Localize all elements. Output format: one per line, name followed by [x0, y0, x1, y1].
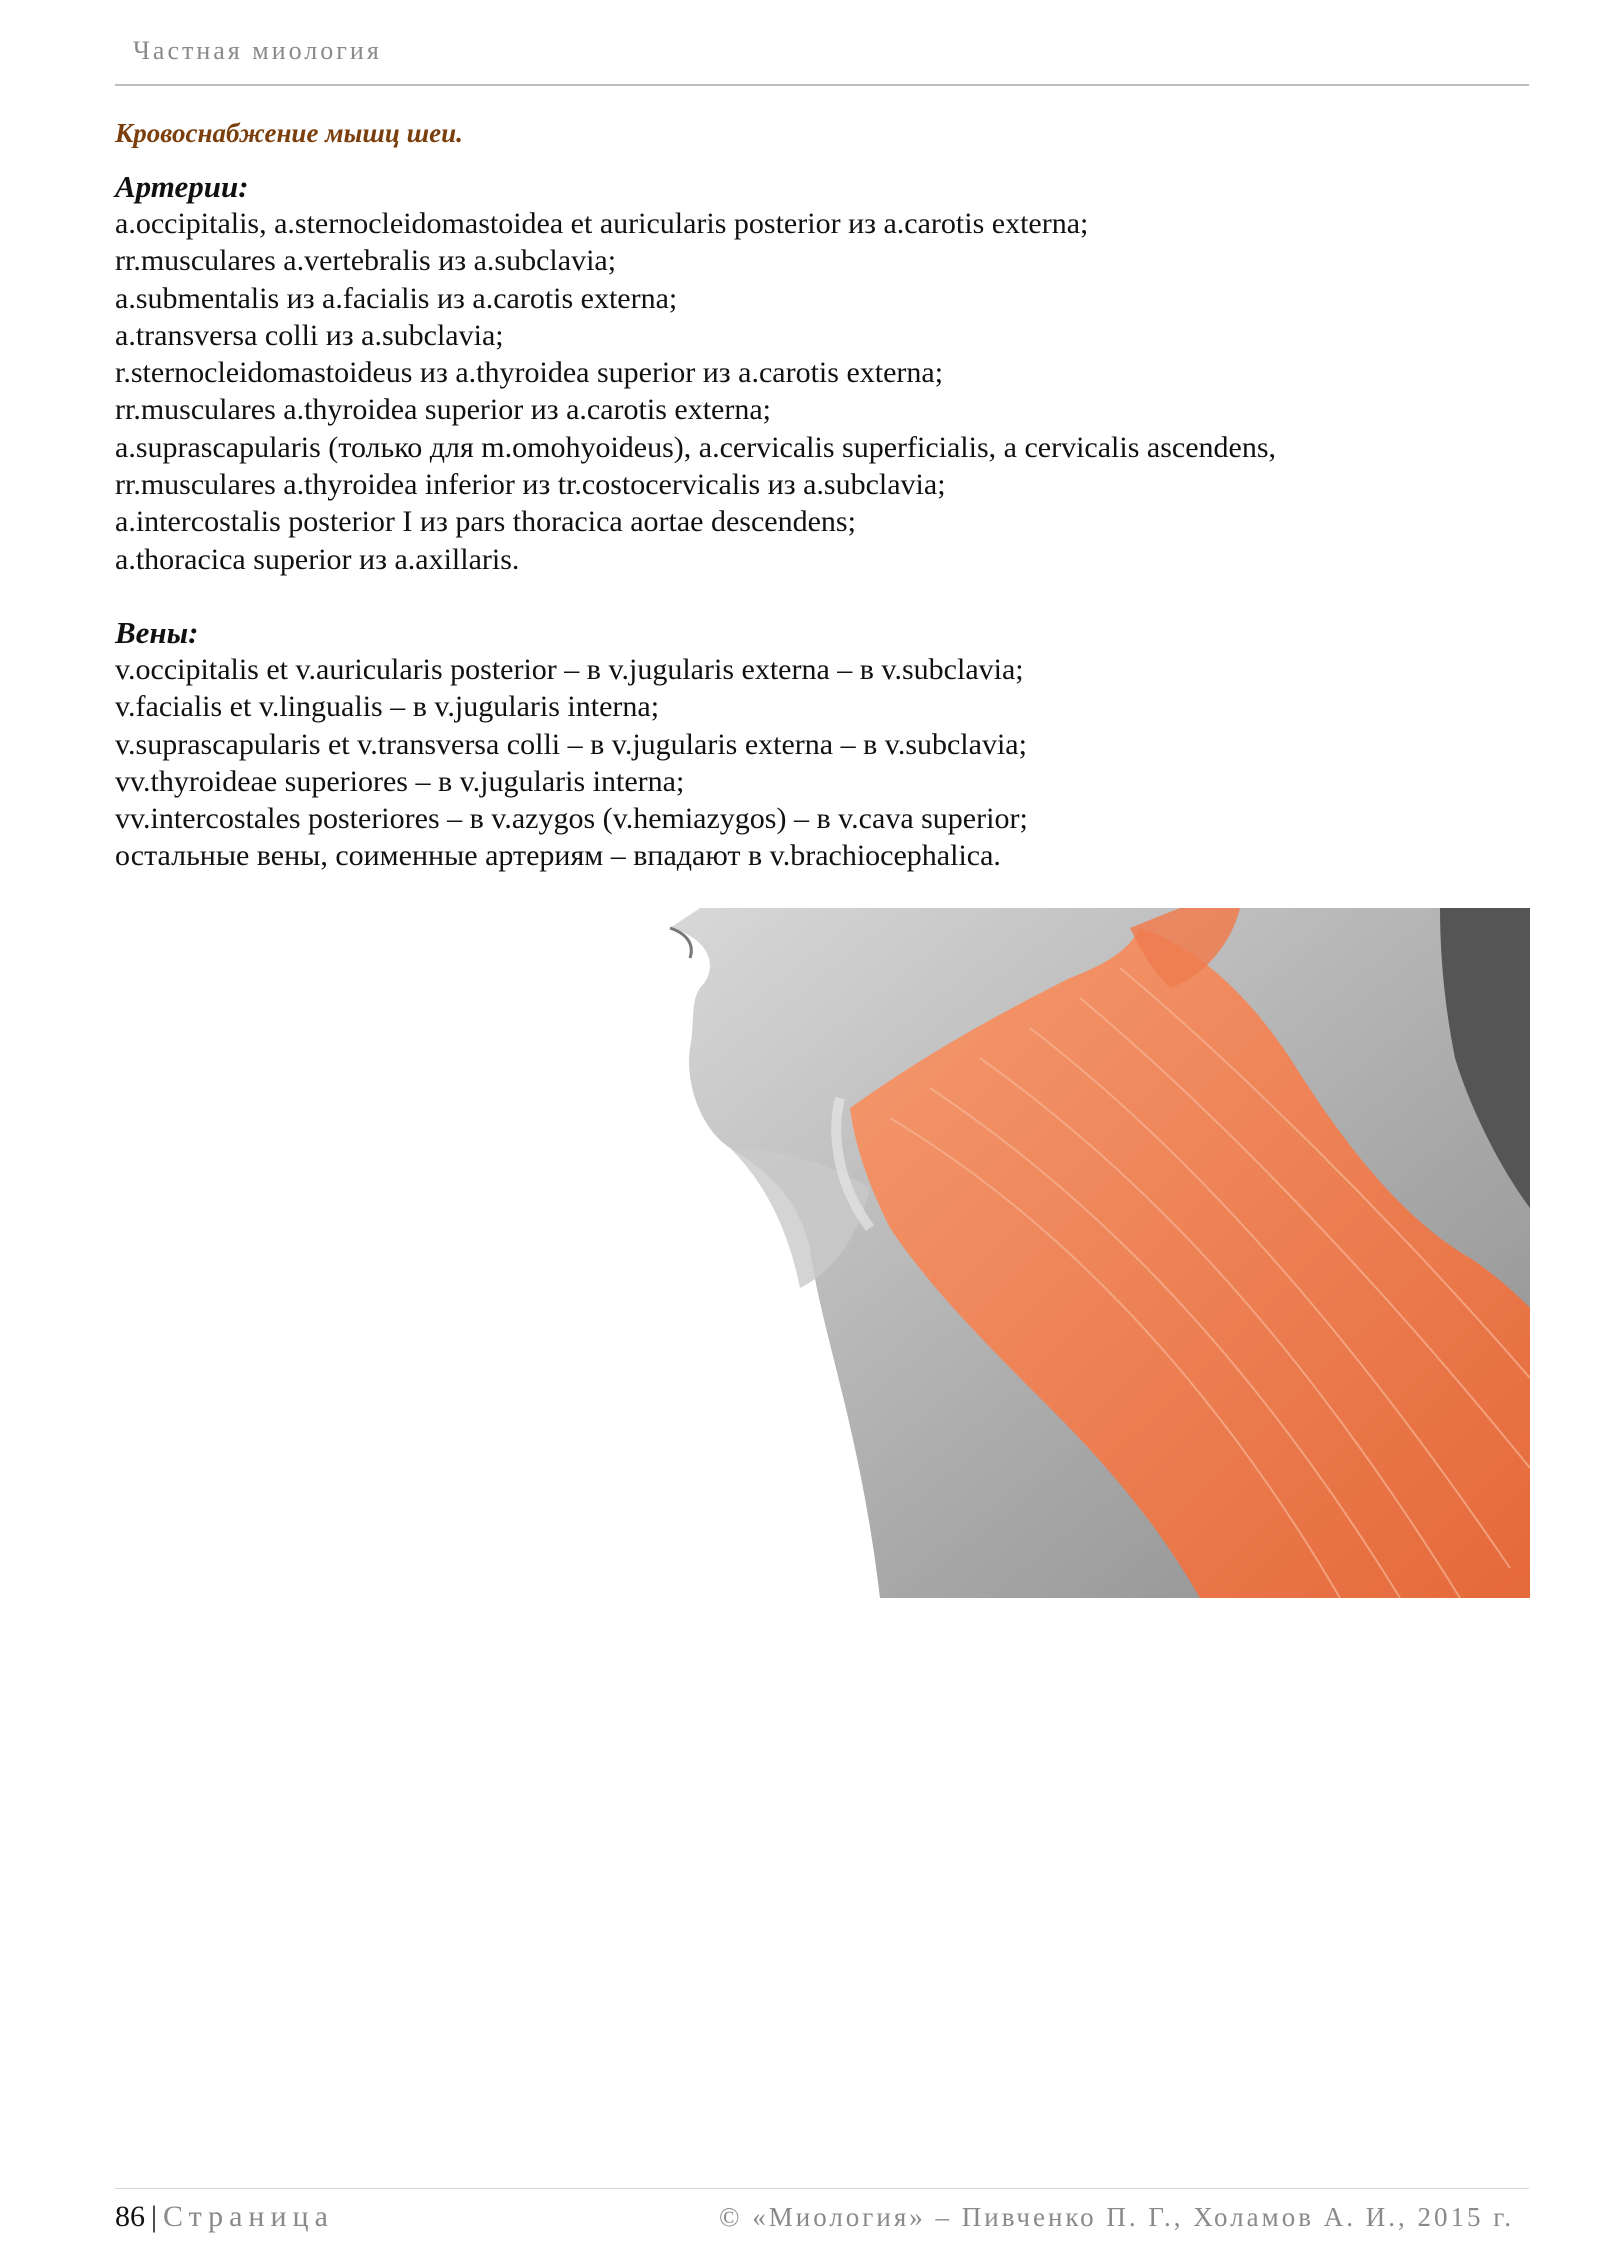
header-divider — [115, 84, 1529, 86]
footer-divider — [115, 2188, 1529, 2189]
neck-muscle-illustration — [640, 908, 1530, 1598]
page-word: Страница — [163, 2200, 334, 2233]
page-number: 86 — [115, 2200, 145, 2233]
vein-line: vv.thyroideae superiores – в v.jugularis interna; — [115, 764, 685, 798]
copyright-notice: © «Миология» – Пивченко П. Г., Холамов А. И., 2015 г. — [718, 2202, 1514, 2232]
vein-line: vv.intercostales posteriores – в v.azygos (v.hemiazygos) – в v.cava superior; — [115, 802, 1028, 836]
vein-line: v.occipitalis et v.auricularis posterior – в v.jugularis externa – в v.subclavia; — [115, 653, 1024, 686]
artery-line: a.intercostalis posterior I из pars thoracica aortae descendens; — [115, 505, 856, 539]
veins-section — [115, 614, 1535, 875]
artery-line: rr.musculares a.thyroidea inferior из tr.costocervicalis из a.subclavia; — [115, 468, 946, 502]
page-footer-left — [115, 2200, 334, 2234]
arteries-list — [115, 205, 1535, 578]
vein-line: остальные вены, соименные артериям – впадают в v.brachiocephalica. — [115, 839, 1001, 873]
veins-heading: Вены: — [115, 615, 199, 650]
section-title: Кровоснабжение мышц шеи. — [115, 118, 463, 148]
artery-line: a.transversa colli из a.subclavia; — [115, 318, 504, 352]
arteries-section — [115, 168, 1535, 578]
artery-line: r.sternocleidomastoideus из a.thyroidea superior из a.carotis externa; — [115, 356, 944, 390]
artery-line: a.suprascapularis (только для m.omohyoideus), a.cervicalis superficialis, a cervicalis ascendens, — [115, 430, 1277, 464]
artery-line: a.thoracica superior из a.axillaris. — [115, 542, 520, 576]
footer-separator: | — [151, 2200, 158, 2233]
artery-line: rr.musculares a.thyroidea superior из a.carotis externa; — [115, 393, 771, 427]
artery-line: a.submentalis из a.facialis из a.carotis externa; — [115, 281, 678, 315]
veins-list — [115, 651, 1535, 875]
artery-line: a.occipitalis, a.sternocleidomastoidea et auricularis posterior из a.carotis externa; — [115, 207, 1089, 240]
artery-line: rr.musculares a.vertebralis из a.subclavia; — [115, 244, 617, 278]
vein-line: v.facialis et v.lingualis – в v.jugularis interna; — [115, 690, 660, 724]
vein-line: v.suprascapularis et v.transversa colli – в v.jugularis externa – в v.subclavia; — [115, 727, 1027, 761]
running-header: Частная миология — [133, 36, 382, 65]
arteries-heading: Артерии: — [115, 169, 249, 204]
